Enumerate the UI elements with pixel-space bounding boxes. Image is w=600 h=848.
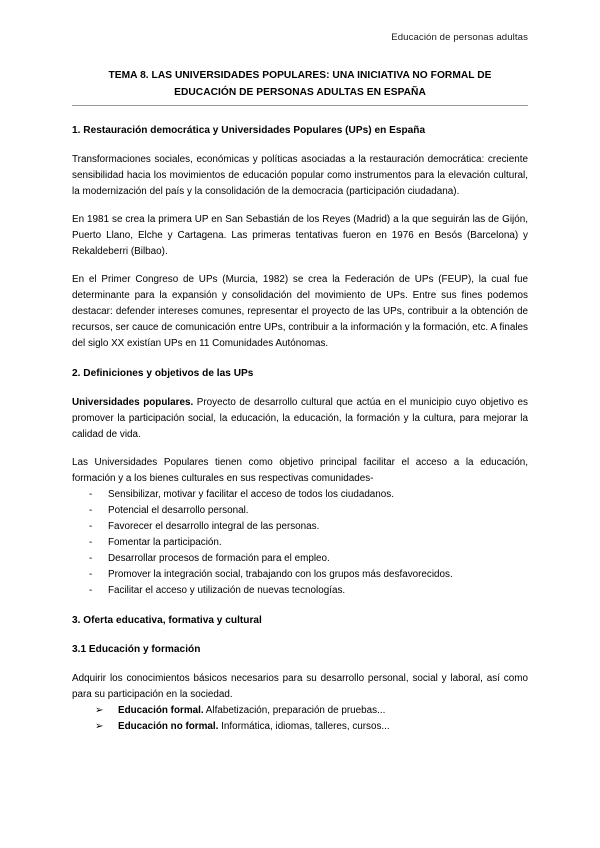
dash-bullet-icon: - — [89, 569, 93, 581]
list-item — [72, 703, 528, 719]
section-1-paragraph-3: En el Primer Congreso de UPs (Murcia, 1982) se crea la Federación de UPs (FEUP), la cual fue determinante para la expansión y consolidación del movimiento de UPs. Entre sus fines podemos destacar: defender intereses comunes, representar el proyecto de las UPs, contribuir a la obtención de recursos, ser cauce de comunicación entre UPs, contribuir a la información y la formación, etc. A finales del siglo XX existían UPs en 11 Comunidades Autónomas. — [72, 273, 528, 350]
document-title — [72, 68, 528, 102]
list-item — [72, 719, 528, 735]
document-title-line-2: EDUCACIÓN DE PERSONAS ADULTAS EN ESPAÑA — [174, 86, 426, 98]
list-item-label: Fomentar la participación. — [108, 537, 222, 549]
list-item — [72, 487, 528, 503]
document-body — [72, 124, 528, 736]
list-item-term: Educación formal. — [118, 704, 204, 716]
arrow-bullet-icon: ➢ — [95, 721, 104, 733]
section-1-paragraph-2: En 1981 se crea la primera UP en San Sebastián de los Reyes (Madrid) a la que seguirán las de Gijón, Puerto Llano, Elche y Cartagena. Las primeras tentativas fueron en 1976 en Besós (Barcelona) y Rekaldeberri (Bilbao). — [72, 213, 528, 257]
universidades-populares-definition — [72, 395, 528, 443]
spacer — [72, 200, 528, 212]
dash-bullet-icon: - — [89, 585, 93, 597]
definition-text: Proyecto de desarrollo cultural que actúa en el municipio cuyo objetivo es promover la participación social, la educación, la educación, la formación y la cultura, para mejorar la calidad de vida. — [72, 396, 528, 440]
spacer — [72, 260, 528, 272]
spacer — [72, 138, 528, 152]
section-1-paragraph-1: Transformaciones sociales, económicas y políticas asociadas a la restauración democrática: creciente sensibilidad hacia los movimientos de educación popular como instrumentos para la elevación cultural, la modernización del país y la consolidación de la democracia (participación ciudadana). — [72, 153, 528, 197]
dash-bullet-icon: - — [89, 553, 93, 565]
objectives-list — [72, 487, 528, 599]
objectives-intro-paragraph: Las Universidades Populares tienen como objetivo principal facilitar el acceso a la educación, formación y a los bienes culturales en sus respectivas comunidades- — [72, 456, 528, 484]
section-heading-3: 3. Oferta educativa, formativa y cultural — [72, 615, 262, 627]
section-heading-1: 1. Restauración democrática y Universidades Populares (UPs) en España — [72, 125, 426, 136]
dash-bullet-icon: - — [89, 505, 93, 517]
list-item-label: Sensibilizar, motivar y facilitar el acceso de todos los ciudadanos. — [108, 489, 394, 500]
section-3-1-intro-paragraph: Adquirir los conocimientos básicos necesarios para su desarrollo personal, social y laboral, así como para su participación en la sociedad. — [72, 672, 528, 700]
list-item-label: Alfabetización, preparación de pruebas... — [203, 704, 386, 716]
title-divider — [72, 105, 528, 106]
dash-bullet-icon: - — [89, 537, 93, 549]
dash-bullet-icon: - — [89, 489, 93, 500]
list-item-label: Favorecer el desarrollo integral de las personas. — [108, 521, 320, 533]
definition-term: Universidades populares. — [72, 396, 194, 408]
list-item — [72, 551, 528, 567]
list-item-label: Informática, idiomas, talleres, cursos... — [218, 721, 390, 733]
list-item-label: Desarrollar procesos de formación para el empleo. — [108, 553, 330, 565]
list-item — [72, 567, 528, 583]
section-heading-2: 2. Definiciones y objetivos de las UPs — [72, 368, 254, 380]
arrow-bullet-icon: ➢ — [95, 704, 104, 716]
spacer — [72, 443, 528, 455]
spacer — [72, 599, 528, 614]
list-item — [72, 535, 528, 551]
list-item-label: Potencial el desarrollo personal. — [108, 505, 249, 517]
dash-bullet-icon: - — [89, 521, 93, 533]
list-item-term: Educación no formal. — [118, 721, 219, 733]
spacer — [72, 352, 528, 367]
list-item — [72, 503, 528, 519]
spacer — [72, 657, 528, 671]
list-item-label: Facilitar el acceso y utilización de nuevas tecnologías. — [108, 585, 346, 597]
list-item — [72, 519, 528, 535]
spacer — [72, 381, 528, 395]
list-item-label: Promover la integración social, trabajando con los grupos más desfavorecidos. — [108, 569, 453, 581]
list-item — [72, 583, 528, 599]
document-title-line-1: TEMA 8. LAS UNIVERSIDADES POPULARES: UNA INICIATIVA NO FORMAL DE — [108, 70, 492, 81]
educacion-formacion-list — [72, 703, 528, 736]
running-header: Educación de personas adultas — [391, 32, 528, 43]
spacer — [72, 628, 528, 643]
section-heading-3-1: 3.1 Educación y formación — [72, 643, 201, 655]
